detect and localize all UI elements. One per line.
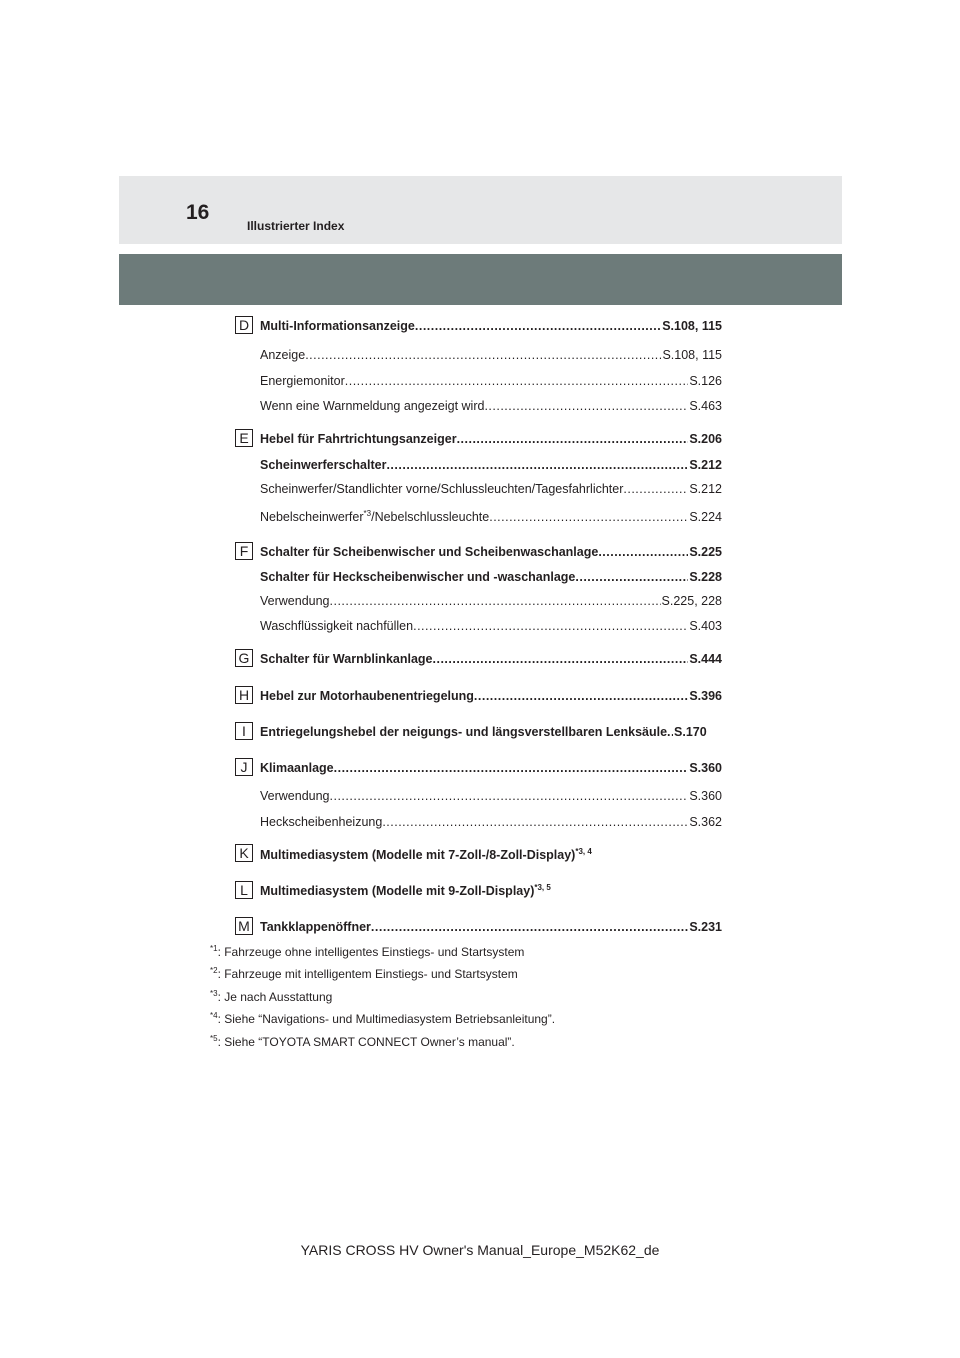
index-subentry[interactable] xyxy=(260,373,722,389)
footnote-mark: *3 xyxy=(210,989,218,998)
index-subentry[interactable] xyxy=(260,398,722,414)
entry-page-ref: S.212 xyxy=(689,458,722,472)
entry-label: Heckscheibenheizung xyxy=(260,815,383,829)
footnote-mark: *4 xyxy=(210,1011,218,1020)
footnote-ref: *3 xyxy=(363,508,372,518)
entry-label: Hebel zur Motorhaubenentriegelung xyxy=(260,689,474,703)
footnote-text: : Je nach Ausstattung xyxy=(217,990,333,1004)
footnote xyxy=(210,944,524,960)
entry-label: Schalter für Scheibenwischer und Scheibenwaschanlage xyxy=(260,545,599,559)
footnote xyxy=(210,989,332,1005)
entry-page-ref: S.396 xyxy=(689,689,722,703)
index-subentry[interactable] xyxy=(260,509,722,525)
entry-label: Klimaanlage xyxy=(260,761,334,775)
marker-letter-d: D xyxy=(235,316,253,334)
footnote xyxy=(210,1034,515,1050)
index-entry[interactable] xyxy=(260,457,722,473)
marker-letter-e: E xyxy=(235,429,253,447)
entry-label: Tankklappenöffner xyxy=(260,920,371,934)
index-subentry[interactable] xyxy=(260,347,722,363)
entry-label: Scheinwerferschalter xyxy=(260,458,387,472)
index-entry[interactable] xyxy=(260,847,722,863)
index-subentry[interactable] xyxy=(260,481,722,497)
marker-letter-f: F xyxy=(235,542,253,560)
index-entry[interactable] xyxy=(260,883,722,899)
entry-page-ref: S.212 xyxy=(689,482,722,496)
entry-label: Entriegelungshebel der neigungs- und längsverstellbaren Lenksäule xyxy=(260,725,668,739)
entry-label: Verwendung xyxy=(260,789,330,803)
index-entry[interactable] xyxy=(260,544,722,560)
entry-label: Wenn eine Warnmeldung angezeigt wird xyxy=(260,399,485,413)
footnote-text: : Fahrzeuge ohne intelligentes Einstiegs- und Startsystem xyxy=(217,945,525,959)
section-title: Illustrierter Index xyxy=(247,219,345,233)
footnote-ref: *3, 4 xyxy=(575,846,592,856)
entry-label: Waschflüssigkeit nachfüllen xyxy=(260,619,414,633)
entry-page-ref: S.225, 228 xyxy=(661,594,722,608)
entry-label: Energiemonitor xyxy=(260,374,345,388)
index-entry[interactable] xyxy=(260,318,722,334)
entry-label: Multimediasystem (Modelle mit 7-Zoll-/8-Zoll-Display)$^{*3, 4}$ xyxy=(260,846,592,862)
marker-letter-h: H xyxy=(235,686,253,704)
entry-label: Nebelscheinwerfer$^{*3}$/Nebelschlussleuchte xyxy=(260,508,490,524)
entry-page-ref: S.444 xyxy=(689,652,722,666)
index-subentry[interactable] xyxy=(260,618,722,634)
header-band xyxy=(119,176,842,244)
entry-label: Multimediasystem (Modelle mit 9-Zoll-Display)$^{*3, 5}$ xyxy=(260,882,551,898)
footnote-text: : Siehe “TOYOTA SMART CONNECT Owner’s manual”. xyxy=(217,1035,515,1049)
marker-letter-g: G xyxy=(235,649,253,667)
entry-label: Multi-Informationsanzeige xyxy=(260,319,415,333)
entry-page-ref: S.225 xyxy=(689,545,722,559)
entry-page-ref: S.362 xyxy=(689,815,722,829)
entry-label: Verwendung xyxy=(260,594,330,608)
entry-page-ref: S.360 xyxy=(689,789,722,803)
index-entry[interactable] xyxy=(260,724,722,740)
footnote xyxy=(210,1011,555,1027)
entry-page-ref: S.403 xyxy=(689,619,722,633)
page-number: 16 xyxy=(186,201,210,224)
index-entry[interactable] xyxy=(260,688,722,704)
footnote-text: : Fahrzeuge mit intelligentem Einstiegs- und Startsystem xyxy=(217,967,518,981)
footnote-mark: *5 xyxy=(210,1034,218,1043)
index-entry[interactable] xyxy=(260,431,722,447)
footnote-text: : Siehe “Navigations- und Multimediasystem Betriebsanleitung”. xyxy=(217,1012,556,1026)
entry-page-ref: S.463 xyxy=(689,399,722,413)
entry-label: Schalter für Warnblinkanlage xyxy=(260,652,433,666)
index-entry[interactable] xyxy=(260,569,722,585)
marker-letter-i: I xyxy=(235,722,253,740)
entry-label: Hebel für Fahrtrichtungsanzeiger xyxy=(260,432,457,446)
marker-letter-k: K xyxy=(235,844,253,862)
index-subentry[interactable] xyxy=(260,788,722,804)
entry-label: Scheinwerfer/Standlichter vorne/Schlussleuchten/Tagesfahrlichter xyxy=(260,482,624,496)
entry-page-ref: S.206 xyxy=(689,432,722,446)
index-entry[interactable] xyxy=(260,651,722,667)
entry-page-ref: S.231 xyxy=(689,920,722,934)
marker-letter-j: J xyxy=(235,758,253,776)
index-entry[interactable] xyxy=(260,760,722,776)
entry-label: Anzeige xyxy=(260,348,306,362)
index-entry[interactable] xyxy=(260,919,722,935)
footnote-ref: *3, 5 xyxy=(534,882,551,892)
entry-page-ref: S.228 xyxy=(689,570,722,584)
index-subentry[interactable] xyxy=(260,814,722,830)
illustration-band xyxy=(119,254,842,305)
entry-label: Schalter für Heckscheibenwischer und -waschanlage xyxy=(260,570,576,584)
marker-letter-l: L xyxy=(235,881,253,899)
footnote-mark: *2 xyxy=(210,966,218,975)
entry-page-ref: S.108, 115 xyxy=(662,348,722,362)
footnote-mark: *1 xyxy=(210,944,218,953)
index-subentry[interactable] xyxy=(260,593,722,609)
entry-page-ref: S.360 xyxy=(689,761,722,775)
entry-page-ref: S.108, 115 xyxy=(662,319,722,333)
footnote xyxy=(210,966,518,982)
entry-page-ref: S.170 xyxy=(674,725,707,739)
entry-page-ref: S.224 xyxy=(689,510,722,524)
marker-letter-m: M xyxy=(235,917,253,935)
footer-manual-id: YARIS CROSS HV Owner's Manual_Europe_M52K62_de xyxy=(300,1242,660,1258)
entry-page-ref: S.126 xyxy=(689,374,722,388)
